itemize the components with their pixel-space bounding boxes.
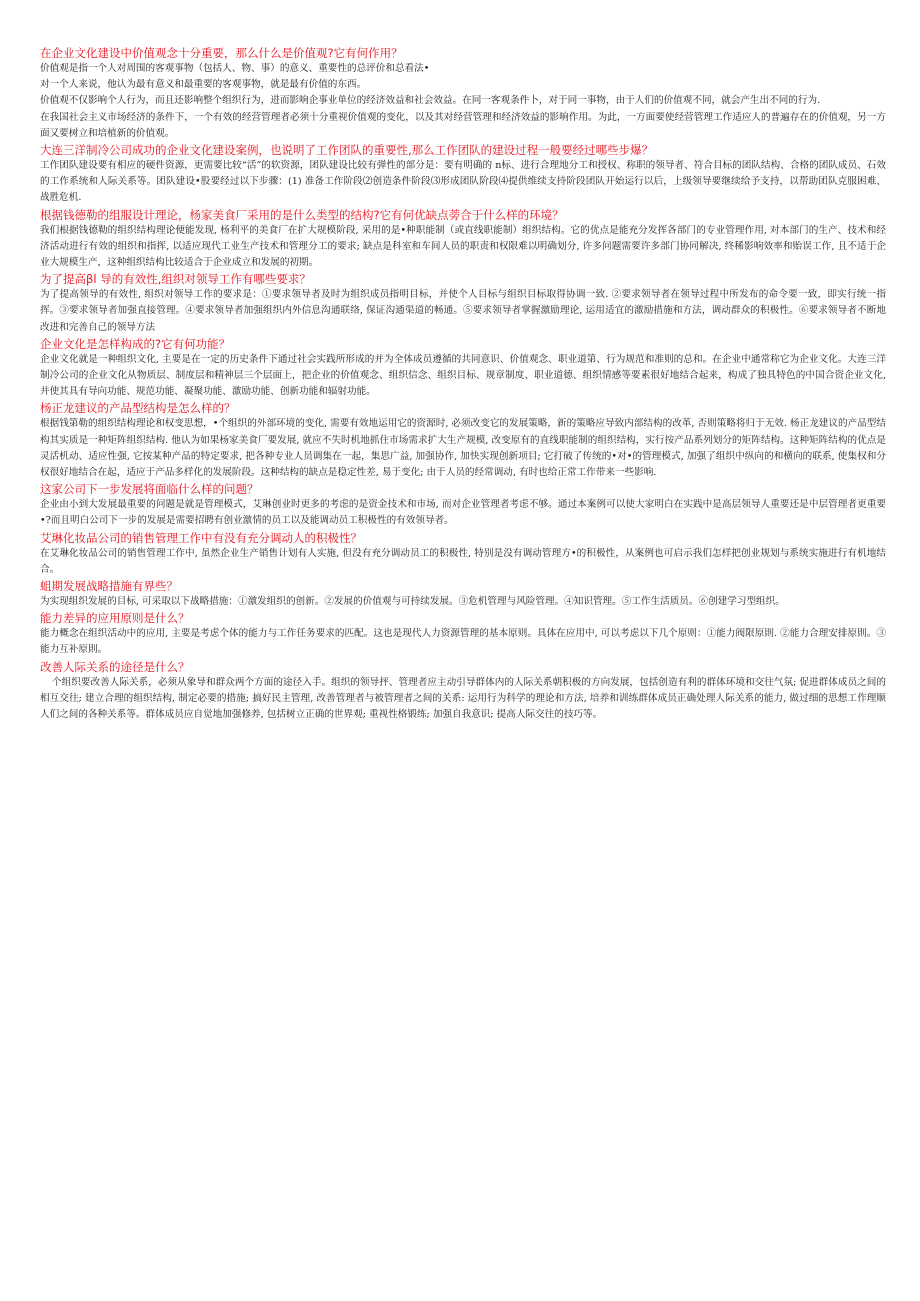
qa-section-7 (40, 481, 886, 529)
question-heading: 企业文化是怎样构成的?它有何功能？ (40, 336, 231, 351)
document-page (40, 45, 886, 723)
qa-section-9 (40, 578, 886, 610)
answer-paragraph: 价值观是指一个人对周围的客观事物（包括人、物、事）的意义、重要性的总评价和总看法• (40, 63, 430, 74)
question-heading: 蛆期发展战略措施有界些？ (40, 579, 178, 594)
question-heading: 能力差异的应用原则是什么？ (40, 611, 190, 626)
question-heading: 杨正龙建议的产品型结构是怎么样的？ (40, 401, 236, 416)
question-heading: 这家公司下一步发展将面临什么样的问题？ (40, 482, 259, 497)
question-heading: 艾琳化妆品公司的销售管理工作中有没有充分调动人的积极性？ (40, 530, 362, 545)
question-heading: 大连三洋制冷公司成功的企业文化建设案例，也说明了工作团队的重要性,那么工作团队的建设过程一般要经过哪些步爆？ (40, 143, 654, 158)
qa-section-11 (40, 659, 886, 724)
answer-paragraph: 根据钱第勒的组织结构理论和权变思想，•个组织的外部环境的变化, 需要有效地运用它的资源时, 必须改变它的发展策略，新的策略应导致内部结构的改革, 否则策略将归于无效. 杨正龙建议的产品型结构其实质是一种矩阵组织结构. 他认为如果杨家美食厂要发展, 就应不失时机地抓住市场需求扩大生产规模, 改变原有的直线职能制的组织结构，实行按产品系列划分的矩阵结构。这种矩阵结构的优点是灵活机动、适应性强, 它按某种产品的特定要求, 把各种专业人员调集在一起，集思广益, 加强协作, 加快实现创新项目; 它打破了传统的•对•的管理模式, 加强了组织中纵向的和横向的联系, 使集权和分权很好地结合在起，适应于产品多样化的发展阶段。这种结构的缺点是稳定性差, 易于变化; 由于人员的经常调动, 有时也给正常工作带来一些影响. (40, 418, 886, 479)
answer-paragraph: 我们根据钱德勒的组织结构理论便能发现, 杨利平的美食厂在扩大规模阶段, 采用的是•种职能制（或直线职能制）组织结构。它的优点是能充分发挥各部门的专业管理作用, 对本部门的生产、技术和经济活动进行有效的组织和指挥, 以适应现代工业生产技术和管理分工的要求; 缺点是科室和车间人员的职责和权限难以明确划分, 许多问题需要许多部门协同解决, 终稀影响效率和贻误工作, 且不适于企业大规模生产，这种组织结构比较适合于企业成立和发展的初期。 (40, 224, 886, 269)
answer-paragraph: 个组织要改善人际关系，必须从象导和群众两个方面的途径入手。组织的领导抨、管理者应主动引导群体内的人际关系朝积极的方向发展，包括创造有利的群体环境和交往气氛; 促进群体成员之间的相互交往; 建立合理的组织结构, 制定必要的措施; 搞好民主管理, 改善管理者与被管理者之间的关系: 运用行为科学的理论和方法, 培养和训练群体成员正确处理人际关系的能力, 做过细的思想工作理顺人们之间的各种关系等。群体成员应自觉地加强修养, 包括树立正确的世界观; 重视性格锻练; 加强自我意识; 提高人际交往的技巧等。 (40, 676, 886, 721)
answer-paragraph: 在艾琳化妆品公司的销售管理工作中, 虽然企业生产销售计划有人实施, 但没有充分调动员工的积极性, 特别是没有调动管理方•的积极性，从案例也可启示我们怎样把创业规划与系统实施进行有机地结合。 (40, 547, 886, 575)
answer-paragraph: 在我国社会主义市场经济的条件下，一个有效的经营管理者必须十分重视价值观的变化，以及其对经营管理和经济效益的影响作用。为此，一方面要使经营管理工作适应人的普遍存在的价值观，另一方面又要树立和培植新的价值观。 (40, 111, 886, 139)
answer-paragraph: 企业由小到大发展最重要的问题是就是管理模式，艾琳创业时更多的考虑的是资金技术和市场, 而对企业管理者考虑不够。通过本案例可以使大家明白在实践中是高层领导人重要还是中层管理者更重要•?而且明白公司下一步的发展是需要招聘有创业激情的员工以及能调动员工积极性的有效领导者。 (40, 499, 886, 527)
answer-paragraph: 为实现组织发展的目标, 可采取以下战略措施：①激发组织的创新。②发展的价值观与可持续发展。③危机管理与风险管理。④知识管理。⑤工作生活质员。⑥创建学习型组织。 (40, 596, 785, 608)
answer-paragraph: 为了提高领导的有效性, 组织对领导工作的要求是：①要求领导者及时为组织成员指明目标，并使个人目标与组织目标取得协调一致. ②要求领导者在领导过程中所发布的命令要一致，即实行统一指挥。③要求领导者加强直接管理。④要求领导者加强组织内外信息沟通联络, 保证沟通渠道的畅通。⑤要求领导者掌握激励理论, 运用适宜的激励措施和方法，调动群众的积极性。⑥要求领导者不断地改进和完善自己的领导方法 (40, 289, 886, 333)
question-heading: 根据钱德勒的组服设计理论，杨家美食厂采用的是什么类型的结构?它有何优缺点蒡合于什么样的环境？ (40, 207, 564, 222)
answer-paragraph: 对一个人来说，他认为最有意义和最重要的客观事物，就是最有价值的东西。 (40, 79, 367, 91)
qa-section-2 (40, 142, 886, 207)
question-heading: 在企业文化建设中价值观念十分重要，那么什么是价值观?它有何作用？ (40, 46, 403, 60)
qa-section-3 (40, 207, 886, 272)
question-heading: 为了提高βl 导的有效性,组织对领导工作有哪些要求？ (40, 272, 311, 287)
qa-section-5 (40, 336, 886, 401)
qa-section-1 (40, 45, 886, 142)
answer-paragraph: 能力概念在组织活动中的应用, 主要是考虑个体的能力与工作任务要求的匹配。这也是现代人力资源管理的基本原则。具体在应用中, 可以考虑以下几个原则：①能力阀限原則. ②能力合理安排原則。③能力互补原則。 (40, 628, 886, 656)
qa-section-6 (40, 400, 886, 481)
qa-section-8 (40, 530, 886, 578)
answer-paragraph: 工作团队建设要有相应的硬件资源，更需要比较“活”的软资源，团队建设比较有弹性的部分是：要有明确的 n标、进行合理地分工和授权、称职的领导者、符合目标的团队结构、合格的团队成员、石效的工作系统和人际关系等。团队建设•股要经过以下步骤：(1) 准备工作阶段⑵创造条件阶段⑶形成团队阶段⑷提供维续支持阶段团队开始运行以后，上级领导要继续给予支持，以帮助团队克服困难、战胜危机. (40, 160, 886, 204)
answer-paragraph: 价值观不仅影响个人行为，而且还影响整个组织行为，进而影响企事业单位的经济效益和社会效益。在同一客观条件卜，对于同一事物，由于人们的价值观不同，就会产生出不同的行为. (40, 95, 821, 107)
answer-paragraph: 企业文化就是一种组织文化, 主要是在一定的历史条件下通过社会实践所形成的并为全体成员遵循的共同意识、价值观念、职业道第、行为规范和准则的总和。在企业中通常称它为企业文化。大连三洋制冷公司的企业文化从物质层、制度层和精神层三个层面上，把企业的价值观念、组织信念、组织目标、规章制度、职业道德、组织情感等要素很好地结合起来，构成了独具特色的中国合资企业文化, 并使其具有导向功能、规范功能、凝聚功能、激励功能、创新功能和辐射功能。 (40, 353, 886, 398)
qa-section-4 (40, 271, 886, 336)
qa-section-10 (40, 610, 886, 658)
question-heading: 改善人际关系的途径是什么？ (40, 659, 190, 674)
